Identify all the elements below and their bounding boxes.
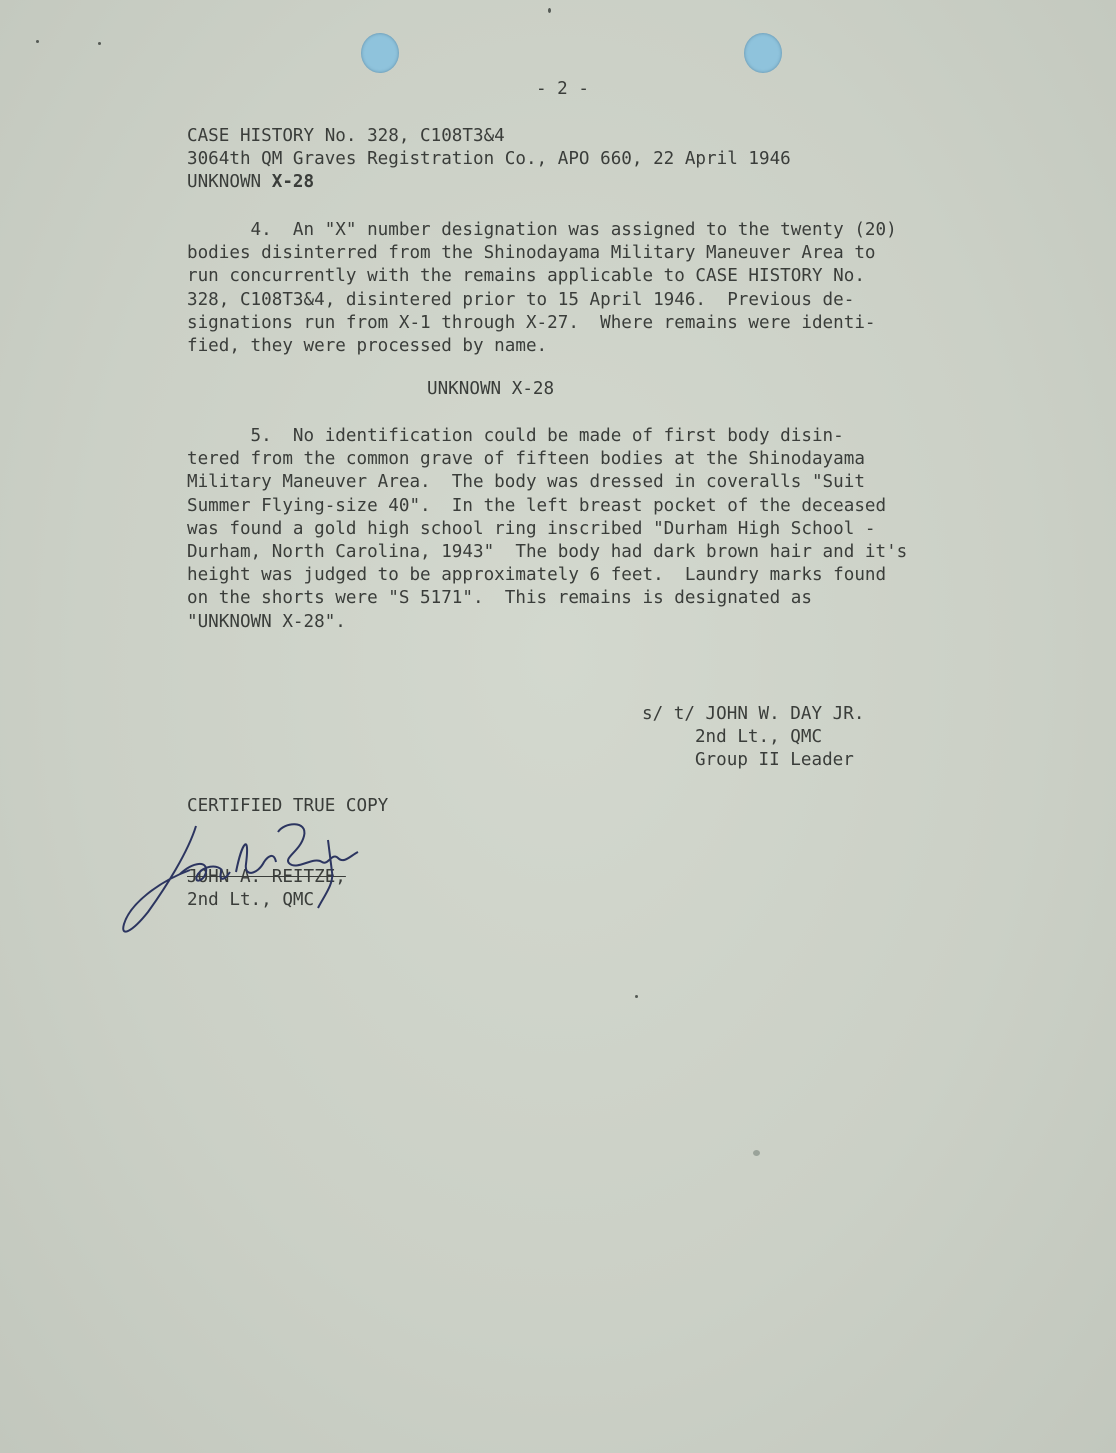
punch-hole-left (361, 33, 399, 73)
certifier-name: JOHN A. REITZE, (187, 867, 346, 887)
paragraph-line: 5. No identification could be made of first body disin- (187, 426, 844, 446)
paragraph-line: 328, C108T3&4, disintered prior to 15 April 1946. Previous de- (187, 289, 855, 310)
certified-true-copy: CERTIFIED TRUE COPY (187, 796, 389, 816)
paragraph-line: fied, they were processed by name. (187, 336, 548, 357)
document-header (187, 125, 791, 195)
signer-name: s/ t/ JOHN W. DAY JR. (642, 704, 865, 724)
paper-speck (98, 42, 101, 45)
punch-hole-right (744, 33, 782, 73)
paragraph-line: Durham, North Carolina, 1943" The body had dark brown hair and it's (187, 542, 908, 563)
paper-speck (635, 995, 638, 998)
paragraph-4 (187, 219, 897, 358)
paragraph-line: bodies disinterred from the Shinodayama Military Maneuver Area to (187, 243, 876, 264)
paragraph-line: tered from the common grave of fifteen bodies at the Shinodayama (187, 449, 865, 470)
certifier-rank: 2nd Lt., QMC (187, 890, 315, 911)
paragraph-line: run concurrently with the remains applicable to CASE HISTORY No. (187, 266, 865, 287)
paragraph-line: Military Maneuver Area. The body was dressed in coveralls "Suit (187, 472, 865, 493)
paragraph-line: 4. An "X" number designation was assigned to the twenty (20) (187, 220, 897, 240)
paragraph-line: on the shorts were "S 5171". This remains is designated as (187, 588, 812, 609)
paper-speck (753, 1150, 760, 1156)
signer-rank: 2nd Lt., QMC (642, 727, 823, 748)
header-unknown-number: X-28 (271, 172, 315, 193)
paper-speck (548, 8, 551, 13)
paragraph-5 (187, 425, 907, 634)
page-number: - 2 - (536, 79, 589, 99)
paragraph-line: "UNKNOWN X-28". (187, 611, 346, 632)
handwritten-signature (118, 812, 388, 942)
signature-block (642, 703, 864, 773)
header-unit-line: 3064th QM Graves Registration Co., APO 660, 22 April 1946 (187, 149, 791, 170)
header-case-line: CASE HISTORY No. 328, C108T3&4 (187, 126, 505, 146)
subheading: UNKNOWN X-28 (427, 379, 555, 399)
paragraph-line: height was judged to be approximately 6 feet. Laundry marks found (187, 565, 887, 586)
paragraph-line: was found a gold high school ring inscribed "Durham High School - (187, 518, 876, 539)
paragraph-line: signations run from X-1 through X-27. Where remains were identi- (187, 312, 876, 333)
paragraph-line: Summer Flying-size 40". In the left breast pocket of the deceased (187, 495, 887, 516)
signer-title: Group II Leader (642, 750, 854, 771)
paper-speck (36, 40, 39, 43)
header-unknown-prefix: UNKNOWN (187, 172, 272, 193)
